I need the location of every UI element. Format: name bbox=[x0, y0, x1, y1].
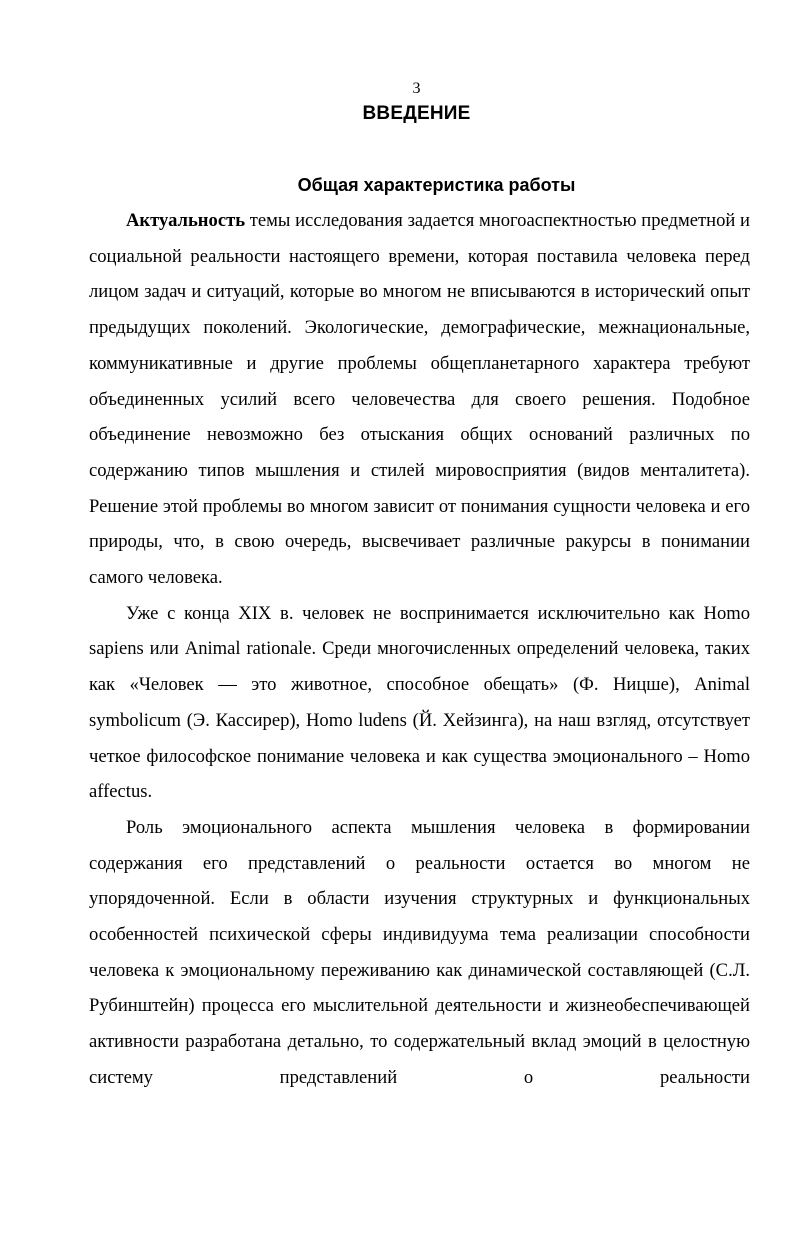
paragraph-lead-term: Актуальность bbox=[126, 210, 246, 231]
chapter-title: ВВЕДЕНИЕ bbox=[362, 103, 471, 124]
paragraph-emotional-role bbox=[89, 810, 750, 1096]
paragraph-homo-definitions bbox=[89, 596, 750, 810]
section-title: Общая характеристика работы bbox=[297, 175, 576, 195]
paragraph-text: темы исследования задается многоаспектностью предметной и социальной реальности настоящего времени, которая поставила человека перед лицом задач и ситуаций, которые во многом не вписываются в исторический опыт предыдущих поколений. Экологические, демографические, межнациональные, коммуникативные и другие проблемы общепланетарного характера требуют объединенных усилий всего человечества для своего решения. Подобное объединение невозможно без отыскания общих оснований различных по содержанию типов мышления и стилей мировосприятия (видов менталитета). Решение этой проблемы во многом зависит от понимания сущности человека и его природы, что, в свою очередь, высвечивает различные ракурсы в понимании самого человека. bbox=[89, 210, 750, 589]
paragraph-text: Роль эмоционального аспекта мышления человека в формировании содержания его представлений о реальности остается во многом не упорядоченной. Если в области изучения структурных и функциональных особенностей психической сферы индивидуума тема реализации способности человека к эмоциональному переживанию как динамической составляющей (С.Л. Рубинштейн) процесса его мыслительной деятельности и жизнеобеспечивающей активности разработана детально, то содержательный вклад эмоций в целостную систему представлений о реальности bbox=[89, 816, 750, 1088]
page-number: 3 bbox=[412, 80, 421, 97]
paragraph-relevance bbox=[89, 203, 750, 596]
paragraph-text: Уже с конца XIX в. человек не воспринимается исключительно как Homo sapiens или Animal rationale. Среди многочисленных определений человека, таких как «Человек — это животное, способное обещать» (Ф. Ницше), Animal symbolicum (Э. Кассирер), Homo ludens (Й. Хейзинга), на наш взгляд, отсутствует четкое философское понимание человека и как существа эмоционального – Homo affectus. bbox=[89, 602, 750, 803]
body-text bbox=[89, 203, 750, 1096]
